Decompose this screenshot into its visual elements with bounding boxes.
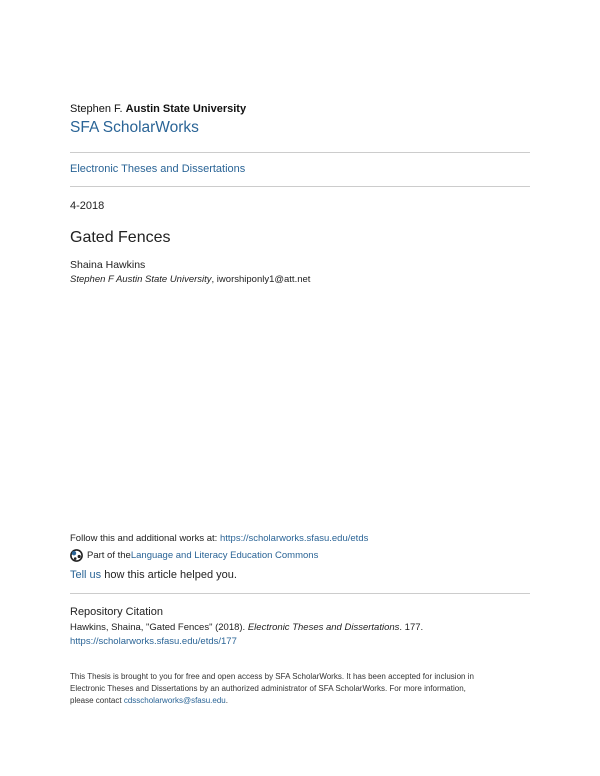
citation-series: Electronic Theses and Dissertations: [247, 622, 400, 633]
author-email: , iworshiponly1@att.net: [211, 274, 311, 285]
follow-url-link[interactable]: https://scholarworks.sfasu.edu/etds: [219, 533, 369, 544]
university-name: [70, 103, 246, 115]
contact-email-link[interactable]: cdsscholarworks@sfasu.edu: [123, 696, 226, 705]
author-affiliation: [70, 274, 310, 285]
publication-date: 4-2018: [70, 200, 105, 212]
citation-url-link[interactable]: https://scholarworks.sfasu.edu/etds/177: [70, 636, 237, 647]
university-bold: Austin State University: [125, 103, 247, 115]
university-prefix: Stephen F.: [70, 103, 126, 115]
citation-text: [70, 622, 423, 633]
commons-link[interactable]: Language and Literacy Education Commons: [130, 550, 319, 561]
repository-name-link[interactable]: SFA ScholarWorks: [70, 119, 199, 136]
collection-link[interactable]: Electronic Theses and Dissertations: [70, 163, 246, 175]
tell-us-link[interactable]: Tell us: [70, 569, 102, 581]
follow-text: Follow this and additional works at:: [70, 533, 220, 544]
document-title: Gated Fences: [70, 229, 171, 246]
divider-bottom: [70, 593, 530, 594]
citation-end: . 177.: [399, 622, 424, 633]
affiliation-name: Stephen F Austin State University: [70, 274, 212, 285]
divider-middle: [70, 186, 530, 187]
follow-line: [70, 533, 368, 544]
network-icon: [70, 549, 83, 562]
citation-start: Hawkins, Shaina, "Gated Fences" (2018).: [70, 622, 248, 633]
divider-top: [70, 152, 530, 153]
feedback-text: how this article helped you.: [101, 569, 237, 581]
footer-line-3: [70, 696, 228, 705]
part-of-text: Part of the: [87, 550, 131, 561]
footer-line-2: Electronic Theses and Dissertations by an authorized administrator of SFA ScholarWorks. For more information,: [70, 684, 466, 693]
citation-heading: Repository Citation: [70, 606, 163, 618]
footer-period: .: [225, 696, 228, 705]
footer-line-1: This Thesis is brought to you for free and open access by SFA ScholarWorks. It has been accepted for inclusion in: [70, 672, 474, 681]
feedback-line: [70, 569, 237, 581]
footer-contact-text: please contact: [70, 696, 124, 705]
author-name: Shaina Hawkins: [70, 259, 146, 271]
part-of-line: [70, 549, 318, 562]
